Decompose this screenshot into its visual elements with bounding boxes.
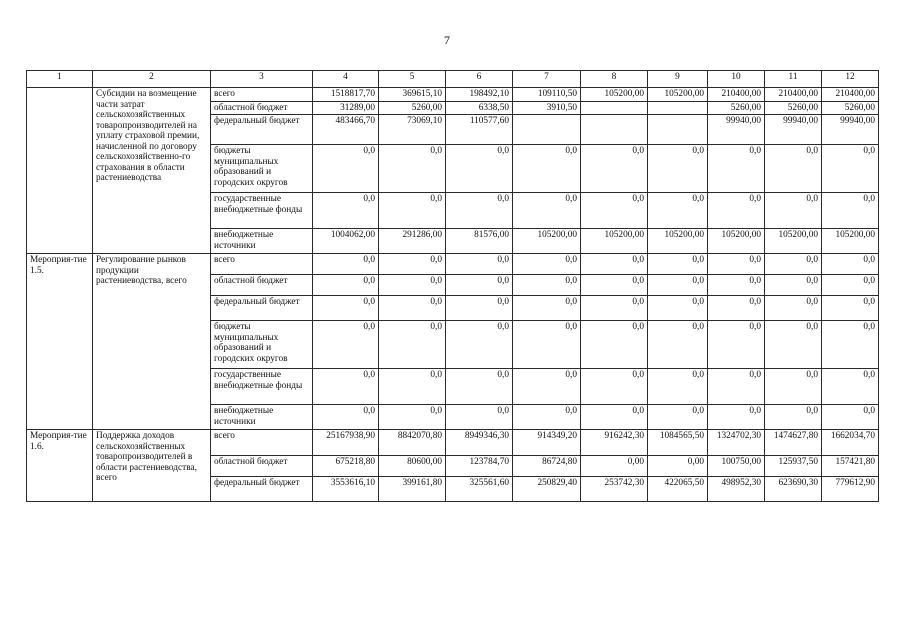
value-cell: 0,0 xyxy=(379,296,446,321)
value-cell: 198492,10 xyxy=(446,88,513,102)
column-header: 6 xyxy=(446,71,513,88)
value-cell: 1084565,50 xyxy=(648,430,708,456)
value-cell: 498952,30 xyxy=(708,477,765,502)
value-cell: 0,0 xyxy=(822,405,879,430)
value-cell: 105200,00 xyxy=(581,88,648,102)
value-cell: 0,0 xyxy=(379,321,446,369)
value-cell: 779612,90 xyxy=(822,477,879,502)
value-cell: 0,0 xyxy=(379,275,446,296)
value-cell: 0,0 xyxy=(708,193,765,229)
value-cell: 0,0 xyxy=(648,405,708,430)
value-cell: 3553616,10 xyxy=(313,477,379,502)
value-cell: 0,0 xyxy=(446,369,513,405)
value-cell: 105200,00 xyxy=(822,229,879,254)
value-cell: 5260,00 xyxy=(822,101,879,115)
value-cell: 0,0 xyxy=(648,369,708,405)
value-cell: 1324702,30 xyxy=(708,430,765,456)
value-cell: 105200,00 xyxy=(765,229,822,254)
value-cell: 916242,30 xyxy=(581,430,648,456)
value-cell: 0,0 xyxy=(581,369,648,405)
value-cell: 0,0 xyxy=(708,254,765,275)
value-cell: 0,0 xyxy=(446,321,513,369)
value-cell: 99940,00 xyxy=(765,115,822,145)
value-cell: 105200,00 xyxy=(648,229,708,254)
value-cell: 0,0 xyxy=(313,405,379,430)
value-cell: 0,0 xyxy=(708,296,765,321)
page-number: 7 xyxy=(444,33,450,47)
value-cell: 0,0 xyxy=(513,405,581,430)
value-cell: 0,0 xyxy=(822,193,879,229)
value-cell: 86724,80 xyxy=(513,456,581,477)
value-cell: 99940,00 xyxy=(822,115,879,145)
value-cell xyxy=(648,115,708,145)
value-cell: 0,0 xyxy=(648,145,708,193)
budget-table xyxy=(26,70,879,502)
value-cell: 0,0 xyxy=(822,145,879,193)
value-cell: 0,0 xyxy=(446,193,513,229)
value-cell: 0,0 xyxy=(765,369,822,405)
value-cell: 623690,30 xyxy=(765,477,822,502)
funding-source: государственные внебюджетные фонды xyxy=(211,193,313,229)
funding-source: внебюджетные источники xyxy=(211,229,313,254)
value-cell xyxy=(513,115,581,145)
value-cell: 0,00 xyxy=(581,456,648,477)
value-cell: 0,0 xyxy=(822,275,879,296)
funding-source: всего xyxy=(211,88,313,102)
column-header: 9 xyxy=(648,71,708,88)
value-cell: 0,0 xyxy=(822,369,879,405)
value-cell: 0,0 xyxy=(313,254,379,275)
value-cell: 0,0 xyxy=(822,254,879,275)
value-cell: 0,0 xyxy=(513,145,581,193)
value-cell: 0,0 xyxy=(765,405,822,430)
value-cell: 5260,00 xyxy=(708,101,765,115)
value-cell: 0,00 xyxy=(648,456,708,477)
value-cell: 0,0 xyxy=(513,321,581,369)
value-cell: 25167938,90 xyxy=(313,430,379,456)
value-cell: 0,0 xyxy=(379,145,446,193)
value-cell: 0,0 xyxy=(708,275,765,296)
value-cell: 0,0 xyxy=(446,275,513,296)
column-header: 8 xyxy=(581,71,648,88)
value-cell: 1662034,70 xyxy=(822,430,879,456)
value-cell: 6338,50 xyxy=(446,101,513,115)
funding-source: внебюджетные источники xyxy=(211,405,313,430)
value-cell: 250829,40 xyxy=(513,477,581,502)
value-cell: 0,0 xyxy=(581,254,648,275)
value-cell: 369615,10 xyxy=(379,88,446,102)
value-cell: 0,0 xyxy=(313,193,379,229)
value-cell: 0,0 xyxy=(581,296,648,321)
value-cell: 0,0 xyxy=(513,193,581,229)
column-header: 10 xyxy=(708,71,765,88)
value-cell: 210400,00 xyxy=(822,88,879,102)
funding-source: областной бюджет xyxy=(211,275,313,296)
value-cell: 422065,50 xyxy=(648,477,708,502)
funding-source: государственные внебюджетные фонды xyxy=(211,369,313,405)
value-cell: 0,0 xyxy=(379,369,446,405)
value-cell: 0,0 xyxy=(313,145,379,193)
funding-source: областной бюджет xyxy=(211,101,313,115)
value-cell: 109110,50 xyxy=(513,88,581,102)
value-cell: 0,0 xyxy=(648,254,708,275)
value-cell: 110577,60 xyxy=(446,115,513,145)
value-cell: 105200,00 xyxy=(581,229,648,254)
value-cell: 1004062,00 xyxy=(313,229,379,254)
table-row xyxy=(27,430,879,456)
funding-source: бюджеты муниципальных образований и городских округов xyxy=(211,145,313,193)
value-cell: 5260,00 xyxy=(765,101,822,115)
measure-id: Мероприя-тие 1.5. xyxy=(27,254,93,430)
value-cell: 291286,00 xyxy=(379,229,446,254)
value-cell: 0,0 xyxy=(765,145,822,193)
value-cell: 125937,50 xyxy=(765,456,822,477)
funding-source: федеральный бюджет xyxy=(211,477,313,502)
value-cell: 675218,80 xyxy=(313,456,379,477)
value-cell: 123784,70 xyxy=(446,456,513,477)
column-header: 4 xyxy=(313,71,379,88)
value-cell: 0,0 xyxy=(765,193,822,229)
value-cell: 210400,00 xyxy=(765,88,822,102)
funding-source: всего xyxy=(211,254,313,275)
value-cell: 325561,60 xyxy=(446,477,513,502)
value-cell: 0,0 xyxy=(379,254,446,275)
value-cell: 157421,80 xyxy=(822,456,879,477)
value-cell: 0,0 xyxy=(708,321,765,369)
value-cell: 0,0 xyxy=(446,254,513,275)
header-row xyxy=(27,71,879,88)
value-cell: 210400,00 xyxy=(708,88,765,102)
value-cell: 0,0 xyxy=(313,369,379,405)
value-cell: 80600,00 xyxy=(379,456,446,477)
value-cell: 253742,30 xyxy=(581,477,648,502)
table-row xyxy=(27,254,879,275)
value-cell: 0,0 xyxy=(313,296,379,321)
value-cell: 0,0 xyxy=(765,296,822,321)
value-cell: 81576,00 xyxy=(446,229,513,254)
column-header: 1 xyxy=(27,71,93,88)
funding-source: всего xyxy=(211,430,313,456)
value-cell: 0,0 xyxy=(648,321,708,369)
measure-title: Регулирование рынков продукции растениеводства, всего xyxy=(93,254,211,430)
measure-title: Поддержка доходов сельскохозяйственных товаропроизводителей в области растениеводства, всего xyxy=(93,430,211,502)
value-cell: 105200,00 xyxy=(648,88,708,102)
value-cell: 0,0 xyxy=(313,321,379,369)
value-cell: 105200,00 xyxy=(708,229,765,254)
value-cell: 99940,00 xyxy=(708,115,765,145)
value-cell: 73069,10 xyxy=(379,115,446,145)
funding-source: федеральный бюджет xyxy=(211,115,313,145)
value-cell xyxy=(648,101,708,115)
funding-source: федеральный бюджет xyxy=(211,296,313,321)
value-cell: 5260,00 xyxy=(379,101,446,115)
value-cell: 0,0 xyxy=(708,405,765,430)
funding-source: бюджеты муниципальных образований и городских округов xyxy=(211,321,313,369)
value-cell: 0,0 xyxy=(513,254,581,275)
funding-source: областной бюджет xyxy=(211,456,313,477)
value-cell: 8842070,80 xyxy=(379,430,446,456)
value-cell: 0,0 xyxy=(708,369,765,405)
measure-title: Субсидии на возмещение части затрат сельскохозяйственных товаропроизводителей на уплату страховой премии, начисленной по договору сельскохозяйственно-го страхования в области растениеводства xyxy=(93,88,211,254)
measure-id xyxy=(27,88,93,254)
value-cell: 1474627,80 xyxy=(765,430,822,456)
value-cell xyxy=(581,101,648,115)
column-header: 2 xyxy=(93,71,211,88)
value-cell: 0,0 xyxy=(513,275,581,296)
value-cell: 0,0 xyxy=(581,193,648,229)
table-row xyxy=(27,88,879,102)
value-cell: 0,0 xyxy=(765,275,822,296)
value-cell: 100750,00 xyxy=(708,456,765,477)
value-cell: 0,0 xyxy=(648,193,708,229)
value-cell: 0,0 xyxy=(313,275,379,296)
value-cell: 399161,80 xyxy=(379,477,446,502)
value-cell: 0,0 xyxy=(648,296,708,321)
value-cell: 0,0 xyxy=(446,145,513,193)
value-cell: 0,0 xyxy=(581,405,648,430)
value-cell: 914349,20 xyxy=(513,430,581,456)
value-cell: 0,0 xyxy=(513,369,581,405)
value-cell: 0,0 xyxy=(513,296,581,321)
column-header: 7 xyxy=(513,71,581,88)
value-cell: 0,0 xyxy=(446,405,513,430)
value-cell: 0,0 xyxy=(581,145,648,193)
value-cell: 0,0 xyxy=(765,321,822,369)
value-cell: 3910,50 xyxy=(513,101,581,115)
column-header: 5 xyxy=(379,71,446,88)
value-cell: 0,0 xyxy=(379,193,446,229)
value-cell: 31289,00 xyxy=(313,101,379,115)
value-cell: 0,0 xyxy=(822,321,879,369)
column-header: 3 xyxy=(211,71,313,88)
value-cell: 0,0 xyxy=(446,296,513,321)
value-cell: 105200,00 xyxy=(513,229,581,254)
measure-id: Мероприя-тие 1.6. xyxy=(27,430,93,502)
value-cell: 0,0 xyxy=(648,275,708,296)
value-cell: 483466,70 xyxy=(313,115,379,145)
value-cell: 0,0 xyxy=(581,321,648,369)
value-cell: 8949346,30 xyxy=(446,430,513,456)
value-cell: 1518817,70 xyxy=(313,88,379,102)
value-cell xyxy=(581,115,648,145)
column-header: 12 xyxy=(822,71,879,88)
value-cell: 0,0 xyxy=(708,145,765,193)
value-cell: 0,0 xyxy=(822,296,879,321)
column-header: 11 xyxy=(765,71,822,88)
value-cell: 0,0 xyxy=(765,254,822,275)
value-cell: 0,0 xyxy=(379,405,446,430)
value-cell: 0,0 xyxy=(581,275,648,296)
